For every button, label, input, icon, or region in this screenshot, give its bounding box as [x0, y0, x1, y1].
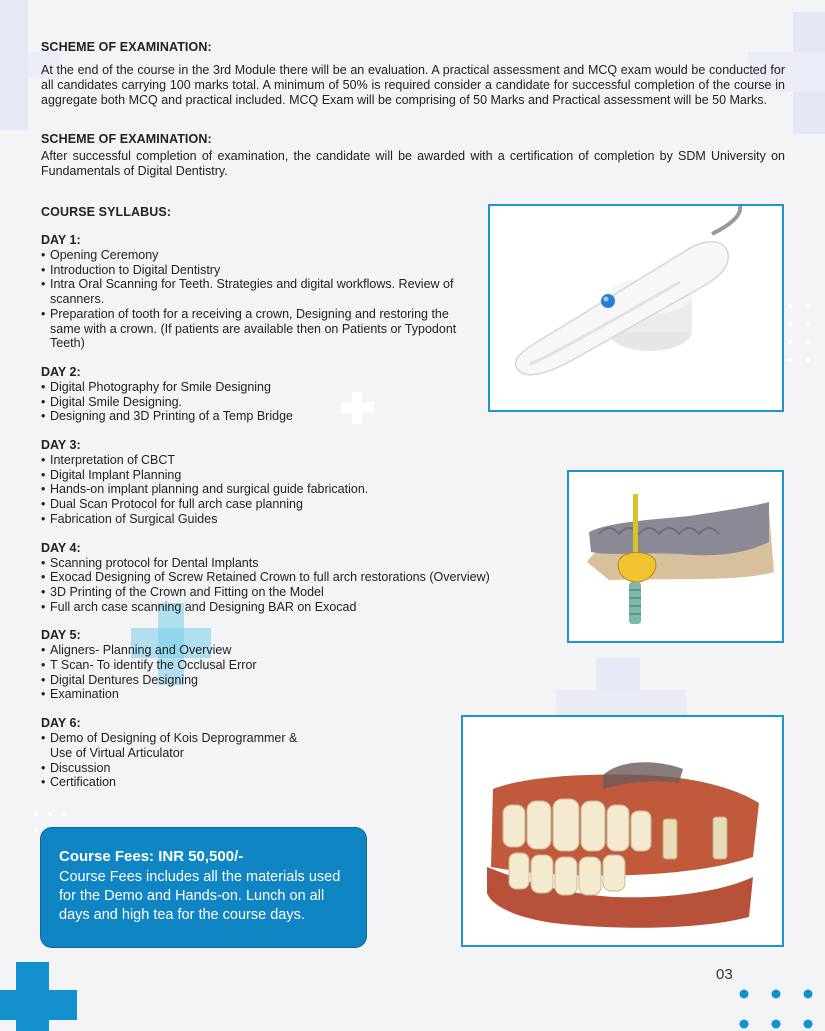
bg-plus-top-left	[0, 0, 28, 130]
list-item: • Exocad Designing of Screw Retained Crown to full arch restorations (Overview)	[41, 570, 491, 585]
list-item: • Demo of Designing of Kois Deprogrammer & Use of Virtual Articulator	[41, 731, 301, 760]
list-item: • Hands-on implant planning and surgical guide fabrication.	[41, 482, 491, 497]
list-item: • 3D Printing of the Crown and Fitting on the Model	[41, 585, 491, 600]
list-item: • Intra Oral Scanning for Teeth. Strategies and digital workflows. Review of scanners.	[41, 277, 461, 306]
dots-decoration-right	[780, 296, 820, 376]
list-item: • Digital Photography for Smile Designing	[41, 380, 491, 395]
day-1	[41, 233, 461, 351]
page-number: 03	[716, 966, 733, 983]
list-item: • Digital Implant Planning	[41, 468, 491, 483]
day-title: DAY 2:	[41, 364, 81, 379]
day-title: DAY 4:	[41, 540, 81, 555]
scanner-illustration	[490, 206, 782, 410]
list-item: • Opening Ceremony	[41, 248, 461, 263]
list-item: • Aligners- Planning and Overview	[41, 643, 491, 658]
day-5	[41, 628, 491, 702]
bg-plus-bottom-left-h	[0, 990, 77, 1020]
list-item: • Scanning protocol for Dental Implants	[41, 556, 491, 571]
list-item: • Examination	[41, 687, 491, 702]
arch-scan-illustration	[463, 717, 782, 945]
day-2	[41, 365, 491, 424]
course-fees-text: Course Fees includes all the materials used for the Demo and Hands-on. Lunch on all days and high tea for the course days.	[59, 869, 341, 923]
list-item: • Digital Dentures Designing	[41, 673, 491, 688]
list-item: • Preparation of tooth for a receiving a crown, Designing and restoring the same with a crown. (If patients are available then on Patients or Typodont Teeth)	[41, 307, 461, 351]
scheme-title-2: SCHEME OF EXAMINATION:	[41, 132, 212, 146]
list-item: • Introduction to Digital Dentistry	[41, 263, 461, 278]
scheme-title-1: SCHEME OF EXAMINATION:	[41, 40, 212, 54]
list-item: • Discussion	[41, 761, 301, 776]
day-title: DAY 1:	[41, 233, 81, 247]
list-item: • Fabrication of Surgical Guides	[41, 512, 491, 527]
day-title: DAY 5:	[41, 628, 81, 643]
day-title: DAY 6:	[41, 716, 81, 731]
day-6	[41, 716, 301, 790]
intraoral-scanner-image	[488, 204, 784, 412]
day-3	[41, 438, 491, 527]
scheme-text-1: At the end of the course in the 3rd Module there will be an evaluation. A practical assessment and MCQ exam would be conducted for all candidates carrying 100 marks total. A minimum of 50% is required consider a candidate for successful completion of the course in aggregate both MCQ and practical included. MCQ Exam will be comprising of 50 Marks and Practical assessment will be 50 Marks.	[41, 63, 785, 107]
implant-illustration	[569, 472, 782, 641]
list-item: • Full arch case scanning and Designing BAR on Exocad	[41, 600, 491, 615]
list-item: • T Scan- To identify the Occlusal Error	[41, 658, 491, 673]
syllabus-title: COURSE SYLLABUS:	[41, 205, 172, 219]
course-fees-box	[40, 827, 367, 948]
day-title: DAY 3:	[41, 438, 81, 453]
day-4	[41, 541, 491, 615]
list-item: • Dual Scan Protocol for full arch case planning	[41, 497, 491, 512]
course-fees-title: Course Fees: INR 50,500/-	[59, 848, 244, 865]
dots-decoration-bottom-right	[730, 980, 820, 1030]
list-item: • Designing and 3D Printing of a Temp Bridge	[41, 409, 491, 424]
full-arch-scan-image	[461, 715, 784, 947]
scheme-text-2: After successful completion of examination, the candidate will be awarded with a certification of completion by SDM University on Fundamentals of Digital Dentistry.	[41, 149, 785, 178]
implant-planning-image	[567, 470, 784, 643]
list-item: • Digital Smile Designing.	[41, 395, 491, 410]
syllabus-days	[41, 219, 491, 790]
list-item: • Interpretation of CBCT	[41, 453, 491, 468]
list-item: • Certification	[41, 775, 301, 790]
